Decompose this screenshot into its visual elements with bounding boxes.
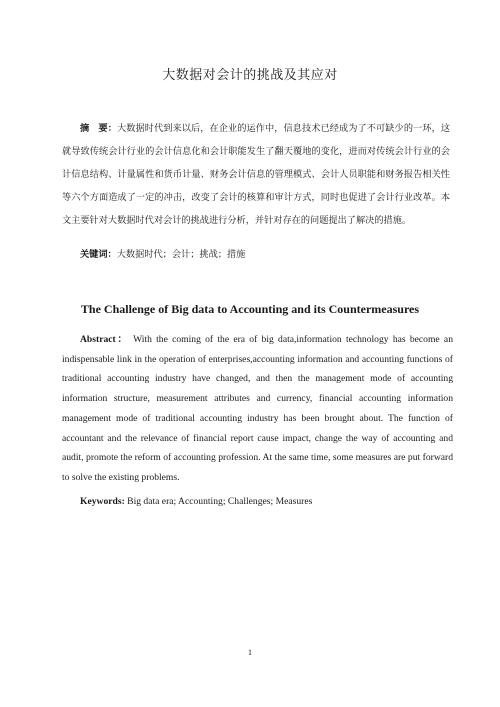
chinese-abstract-text: 大数据时代到来以后，在企业的运作中，信息技术已经成为了不可缺少的一环，这就导致传统会计行业的会计信息化和会计职能发生了翻天覆地的变化，进而对传统会计行业的会计信息结构、计量属性和货币计量、财务会计信息的管理模式、会计人员职能和财务报告相关性等六个方面造成了一定的冲击，改变了会计的核算和审计方式，同时也促进了会计行业改革。本文主要针对大数据时代对会计的挑战进行分析，并针对存在的问题提出了解决的措施。 xyxy=(62,123,451,226)
english-keywords-label: Keywords: xyxy=(80,496,125,507)
english-title: The Challenge of Big data to Accounting and its Countermeasures xyxy=(80,302,420,316)
chinese-keywords xyxy=(80,247,450,263)
english-abstract-text: With the coming of the era of big data,information technology has become an indispensable link in the operation of enterprises,accounting information and accounting functions of traditional accounting industry have changed, and then the management mode of accounting information structure, measurement attributes and currency, financial accounting information management mode of traditional accounting industry has been brought about. The function of accountant and the relevance of financial report cause impact, change the way of accounting and audit, promote the reform of accounting profession. At the same time, some measures are put forward to solve the existing problems. xyxy=(62,334,453,483)
chinese-abstract-label: 摘 要： xyxy=(80,123,118,134)
chinese-abstract xyxy=(62,117,450,232)
chinese-keywords-text: 大数据时代；会计；挑战；措施 xyxy=(116,249,246,260)
english-keywords xyxy=(80,494,450,510)
english-abstract xyxy=(62,330,453,488)
english-keywords-text: Big data era; Accounting; Challenges; Measures xyxy=(127,496,313,507)
chinese-keywords-label: 关键词： xyxy=(80,249,117,260)
page-number: 1 xyxy=(248,648,252,657)
english-abstract-label: Abstract： xyxy=(80,334,129,345)
chinese-title: 大数据对会计的挑战及其应对 xyxy=(162,68,338,83)
